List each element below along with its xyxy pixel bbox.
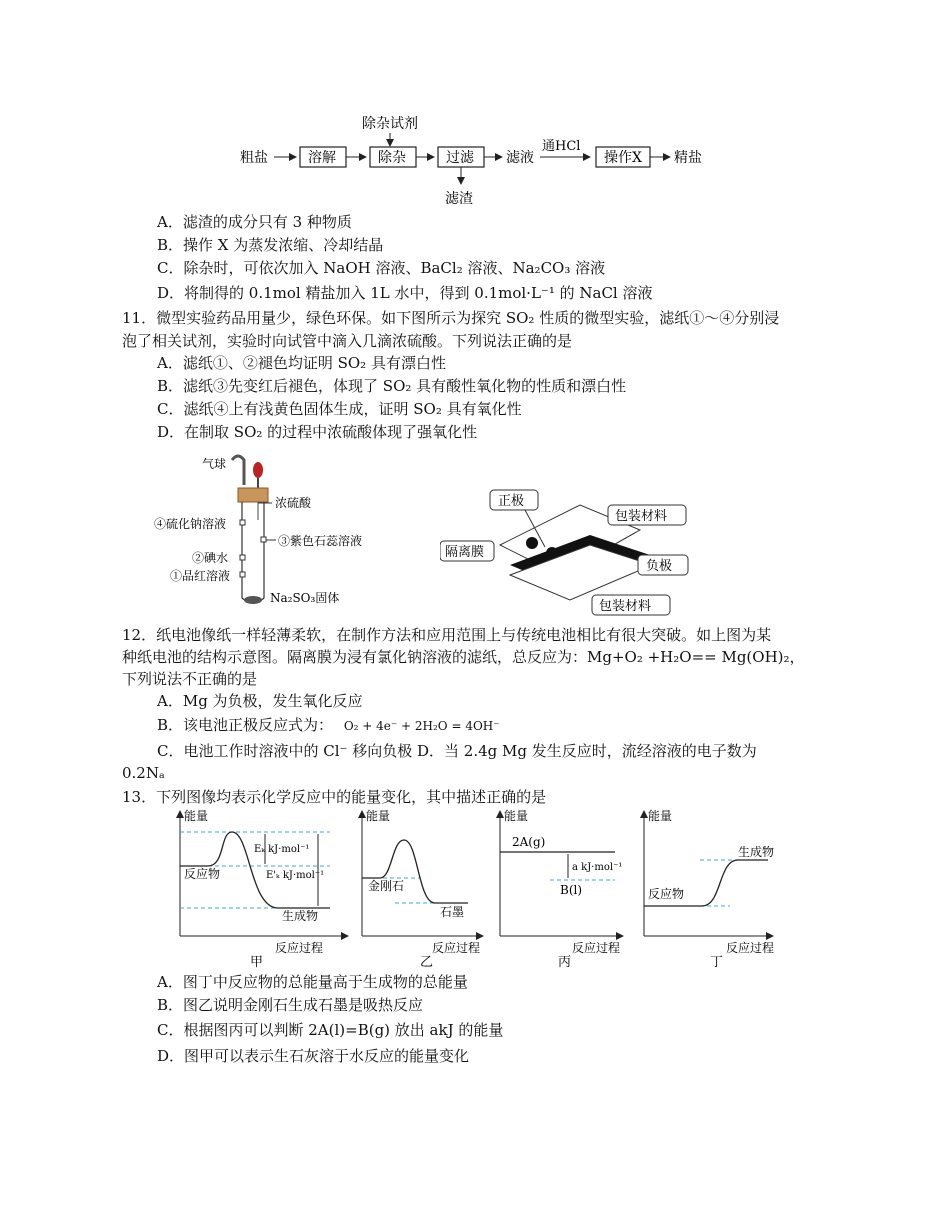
battery-pack1-label: 包装材料 [615,509,668,524]
salt-flow-diagram [230,110,730,210]
bing-2ag-label: 2A(g) [512,835,546,849]
tube-balloon-label: 气球 [202,457,227,471]
flow-reagent-label: 除杂试剂 [362,116,418,132]
graph-yi [362,808,480,968]
q12-option-c: C．电池工作时溶液中的 Cl⁻ 移向负极 D．当 2.4g Mg 发生反应时，流经溶液的电子数为 [157,742,757,760]
battery-positive-label: 正极 [498,494,525,509]
tube-solid-label: Na₂SO₃固体 [270,591,340,605]
flow-box-purify: 除杂 [378,150,406,166]
q12-stem-1: 12．纸电池像纸一样轻薄柔软，在制作方法和应用范围上与传统电池相比有很大突破。如上图为某 [122,626,772,644]
flow-filtrate: 滤液 [506,150,534,166]
q12-option-b [157,715,500,736]
graph-ding-title: 丁 [710,955,724,968]
q11-stem-1: 11．微型实验药品用量少，绿色环保。如下图所示为探究 SO₂ 性质的微型实验，滤纸①～④分别浸 [122,309,780,327]
test-tube-icon [242,502,264,603]
q10-option-b: B．操作 X 为蒸发浓缩、冷却结晶 [157,236,384,254]
battery-separator-label: 隔离膜 [445,545,485,560]
ding-process-label: 反应过程 [726,941,775,955]
q13-option-d: D．图甲可以表示生石灰溶于水反应的能量变化 [157,1047,470,1065]
q13-option-b: B．图乙说明金刚石生成石墨是吸热反应 [157,996,424,1014]
battery-negative-label: 负极 [646,559,673,574]
tube-acid-label: 浓硫酸 [275,496,312,510]
yi-energy-label: 能量 [366,809,391,823]
flow-box-dissolve: 溶解 [308,150,336,166]
jia-reactant-label: 反应物 [184,867,221,881]
q12-option-b-text: B．该电池正极反应式为： [157,716,334,734]
paper-battery-figure [440,485,690,620]
q11-option-a: A．滤纸①、②褪色均证明 SO₂ 具有漂白性 [157,354,446,372]
q10-option-c: C．除杂时，可依次加入 NaOH 溶液、BaCl₂ 溶液、Na₂CO₃ 溶液 [157,259,606,277]
test-tube-figure [150,450,410,615]
energy-graphs [170,808,790,968]
tube-p3-label: ③紫色石蕊溶液 [278,534,363,548]
flow-box-opx: 操作X [604,150,642,166]
flow-end: 精盐 [674,150,702,166]
yi-graphite-label: 石墨 [440,905,465,919]
q12-option-a: A．Mg 为负极，发生氧化反应 [157,692,363,710]
flow-residue: 滤渣 [445,191,473,207]
graph-bing-title: 丙 [558,955,572,968]
tube-p1-label: ①品红溶液 [170,569,231,583]
q12-option-b-equation: O₂ + 4e⁻ + 2H₂O = 4OH⁻ [343,719,500,733]
flow-hcl: 通HCl [542,139,581,154]
dropper-bulb-icon [253,462,263,478]
q12-option-d-tail: 0.2Nₐ [122,764,165,782]
graph-ding [644,808,774,968]
graph-jia-title: 甲 [250,955,264,968]
q11-option-b: B．滤纸③先变红后褪色，体现了 SO₂ 具有酸性氧化物的性质和漂白性 [157,377,627,395]
q11-option-d: D．在制取 SO₂ 的过程中浓硫酸体现了强氧化性 [157,423,478,441]
q10-option-a: A．滤渣的成分只有 3 种物质 [157,213,352,231]
q13-option-a: A．图丁中反应物的总能量高于生成物的总能量 [157,973,468,991]
jia-energy-label: 能量 [184,809,209,823]
q12-stem-2: 种纸电池的结构示意图。隔离膜为浸有氯化钠溶液的滤纸，总反应为：Mg+O₂ +H₂O== Mg(OH)₂， [122,648,805,666]
tube-p4-label: ④硫化钠溶液 [154,517,227,531]
jia-process-label: 反应过程 [275,941,324,955]
yi-process-label: 反应过程 [432,941,481,955]
flow-box-filter: 过滤 [446,150,474,166]
q11-option-c: C．滤纸④上有浅黄色固体生成，证明 SO₂ 具有氧化性 [157,400,522,418]
jia-ek-label: Eₖ kJ·mol⁻¹ [254,844,310,855]
tube-p2-label: ②碘水 [192,551,229,565]
battery-pack2-label: 包装材料 [599,599,652,614]
q11-stem-2: 泡了相关试剂，实验时向试管中滴入几滴浓硫酸。下列说法正确的是 [122,332,573,350]
graph-bing [500,808,622,968]
bing-energy-label: 能量 [504,809,529,823]
graph-yi-title: 乙 [420,955,434,968]
bing-bl-label: B(l) [560,883,583,897]
q13-option-c: C．根据图丙可以判断 2A(l)=B(g) 放出 akJ 的能量 [157,1021,504,1039]
jia-ek2-label: E'ₖ kJ·mol⁻¹ [266,870,325,881]
ding-product-label: 生成物 [738,845,775,859]
yi-diamond-label: 金刚石 [368,879,405,893]
bing-akj-label: a kJ·mol⁻¹ [572,862,623,873]
bing-process-label: 反应过程 [572,941,621,955]
ding-energy-label: 能量 [648,809,673,823]
graph-jia [180,808,345,968]
flow-start: 粗盐 [240,150,268,166]
q12-stem-3: 下列说法不正确的是 [122,670,258,688]
q10-option-d: D．将制得的 0.1mol 精盐加入 1L 水中，得到 0.1mol·L⁻¹ 的 NaCl 溶液 [157,284,653,302]
jia-product-label: 生成物 [282,909,319,923]
q13-stem: 13．下列图像均表示化学反应中的能量变化，其中描述正确的是 [122,788,547,806]
ding-reactant-label: 反应物 [648,887,685,901]
